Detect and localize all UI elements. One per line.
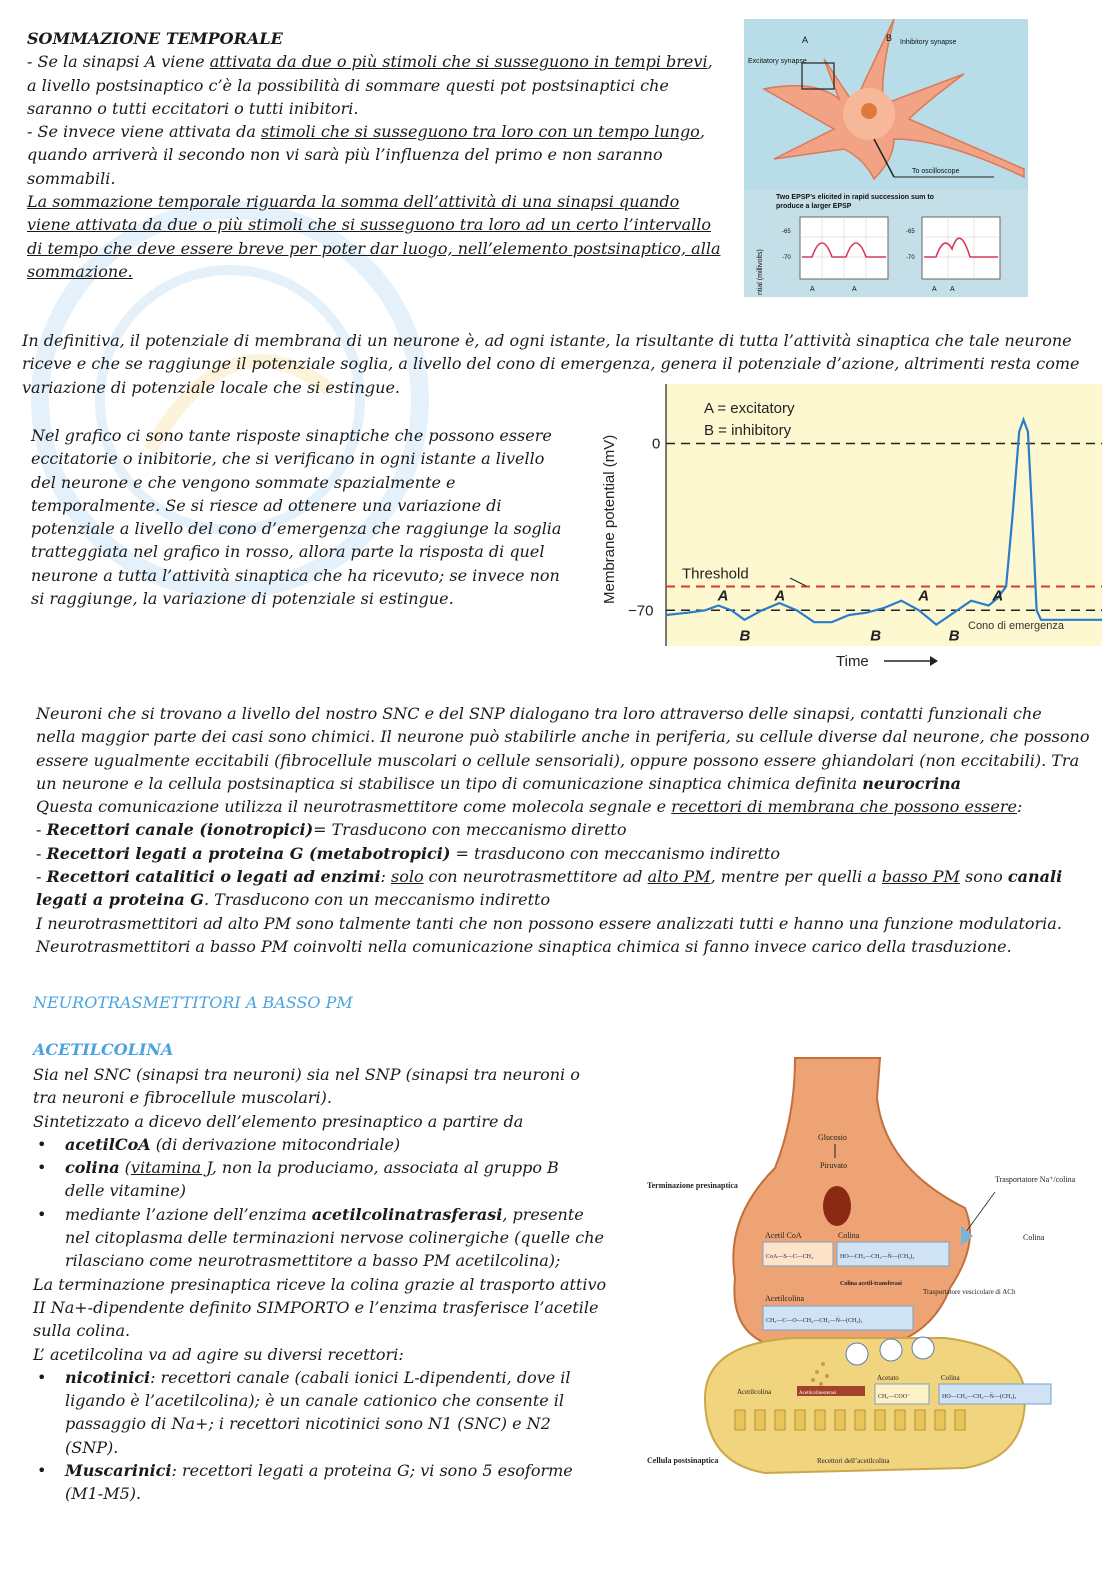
y-tick-minus70: −70	[628, 602, 654, 620]
epsp-panel-2	[922, 217, 1000, 279]
text: sono	[959, 867, 1008, 887]
label-a: A	[802, 35, 809, 45]
precursor-list	[33, 1133, 613, 1273]
y-axis-label: ntial (millivolts)	[757, 249, 764, 295]
text-underlined: alto PM	[647, 867, 711, 887]
graph-explanation	[31, 424, 591, 610]
text-line: I neurotrasmettitori ad alto PM sono talmente tanti che non possono essere analizzati tutti e hanno una funzione modulatoria.	[36, 913, 1062, 933]
term: nicotinici	[65, 1367, 151, 1387]
acetilcolina-text	[33, 1063, 613, 1506]
text: con neurotrasmettitore ad	[423, 867, 648, 887]
formula-colina: HO—CH₂—CH₂—N̈—(CH₃)₃	[840, 1254, 915, 1260]
text-line: sommabili.	[27, 168, 116, 188]
text: -	[36, 820, 47, 840]
marker-excitatory: A	[774, 587, 786, 605]
text-line: La terminazione presinaptica riceve la colina grazie al trasporto attivo	[33, 1274, 607, 1294]
legend-inhibitory: B = inhibitory	[704, 422, 792, 439]
term: acetilcolinatrasferasi	[311, 1204, 503, 1224]
text-line: riceve e che se raggiunge il potenziale soglia, a livello del cono di emergenza, genera il potenziale d’azione, altrimenti resta come	[22, 354, 1080, 374]
formula-acetato: CH₃—COO⁻	[878, 1394, 911, 1400]
text: ,	[707, 52, 713, 72]
x-tick-a: A	[810, 286, 815, 293]
formula-acetilcolina: CH₃—C—O—CH₂—CH₂—N̈—(CH₃)₃	[766, 1318, 863, 1324]
term: acetilCoA	[65, 1134, 151, 1154]
oscilloscope-label: To oscilloscope	[912, 168, 960, 175]
marker-inhibitory: B	[739, 627, 751, 645]
text-line: L’ acetilcolina va ad agire su diversi recettori:	[33, 1344, 404, 1364]
text-line: sulla colina.	[33, 1321, 131, 1341]
text: = trasducono con meccanismo indiretto	[450, 843, 780, 863]
legend-excitatory: A = excitatory	[704, 400, 795, 417]
caption-line: produce a larger EPSP	[776, 203, 852, 210]
term: Recettori legati a proteina G (metabotropici)	[46, 843, 451, 863]
label-acetato: Acetato	[877, 1374, 899, 1382]
list-item	[33, 1366, 613, 1459]
text-line: In definitiva, il potenziale di membrana di un neurone è, ad ogni istante, la risultante di tutta l’attività sinaptica che tale neurone	[22, 331, 1072, 350]
text-line: temporalmente. Se si riesce ad ottenere una variazione di	[31, 495, 502, 515]
label-transporter-na: Trasportatore Na⁺/colina	[995, 1175, 1076, 1184]
tick-label: -70	[906, 255, 915, 261]
heading-acetilcolina: ACETILCOLINA	[33, 1040, 174, 1059]
list-item	[33, 1133, 613, 1156]
text-line: potenziale a livello del cono d’emergenza che raggiunge la soglia	[31, 519, 562, 539]
label-acetilcolina-cleft: Acetilcolina	[737, 1388, 772, 1396]
text: ,	[699, 122, 705, 142]
marker-inhibitory: B	[870, 627, 882, 645]
text: = Trasducono con meccanismo diretto	[313, 820, 627, 840]
label-colina-cleft: Colina	[941, 1374, 960, 1382]
y-axis-label: Membrane potential (mV)	[601, 434, 618, 604]
label-piruvato: Piruvato	[820, 1161, 848, 1170]
section-sommazione	[27, 27, 727, 283]
text-underlined: solo	[391, 867, 424, 887]
text: , presente nel citoplasma delle terminazioni nervose colinergiche (quelle che rilasciano come neurotrasmettitore a basso PM acetilcolina);	[65, 1204, 604, 1271]
threshold-label: Threshold	[682, 565, 749, 583]
label-vesic: Trasportatore vescicolare di ACh	[923, 1288, 1016, 1296]
term: Recettori catalitici o legati ad enzimi	[46, 867, 381, 887]
label-acetilcoa: Acetil CoA	[765, 1231, 802, 1240]
label-receptors: Recettori dell’acetilcolina	[817, 1457, 890, 1465]
term: legati a proteina G	[36, 890, 204, 910]
text-line: variazione di potenziale locale che si estingue.	[22, 377, 400, 397]
formula-colina-cleft: HO—CH₂—CH₂—N̈—(CH₃)₃	[942, 1394, 1017, 1400]
text-line: neurone a tutta l’attività sinaptica che ha ricevuto; se invece non	[31, 565, 560, 585]
text-line: Neuroni che si trovano a livello del nostro SNC e del SNP dialogano tra loro attraverso delle sinapsi, contatti funzionali che	[36, 704, 1042, 723]
text: (di derivazione mitocondriale)	[150, 1134, 401, 1154]
membrane-potential-chart	[596, 384, 1102, 670]
text-line: quando arriverà il secondo non vi sarà più l’influenza del primo e non saranno	[27, 145, 663, 165]
label-glucosio: Glucosio	[818, 1133, 847, 1142]
marker-excitatory: A	[717, 587, 729, 605]
marker-inhibitory: B	[948, 627, 960, 645]
excitatory-label: Excitatory synapse	[748, 58, 807, 65]
text: . Trasducono con un meccanismo indiretto	[203, 890, 551, 910]
term: colina	[65, 1158, 120, 1178]
text-line: Sintetizzato a dicevo dell’elemento presinaptico a partire da	[33, 1111, 524, 1131]
text-line: tra neuroni e fibrocellule muscolari).	[33, 1088, 332, 1108]
label-acetilcolina: Acetilcolina	[765, 1294, 805, 1303]
text: : recettori legati a proteina G; vi sono 5 esoforme (M1-M5).	[65, 1461, 573, 1504]
neuron-epsp-figure	[744, 19, 1028, 297]
text-underlined: basso PM	[881, 867, 960, 887]
y-tick-0: 0	[652, 435, 661, 453]
label-b: B	[886, 33, 893, 43]
text-line: a livello postsinaptico c’è la possibilità di sommare questi pot postsinaptici che	[27, 75, 669, 95]
label-colina-out: Colina	[1023, 1233, 1045, 1242]
list-item	[33, 1203, 613, 1273]
tick-label: -65	[782, 229, 791, 235]
text-underlined: attivata da due o più stimoli che si susseguono in tempi brevi	[209, 52, 708, 72]
term: canali	[1007, 867, 1063, 887]
caption-line: Two EPSP’s elicited in rapid succession sum to	[776, 194, 934, 201]
section-title: SOMMAZIONE TEMPORALE	[27, 29, 283, 48]
label-postsyn: Cellula postsinaptica	[647, 1456, 719, 1465]
annotation-cono: Cono di emergenza	[968, 620, 1065, 632]
text-line: nella maggior parte dei casi sono chimici. Il neurone può stabilirle anche in periferia, su cellule diverse dal neurone, che possono	[36, 727, 1090, 747]
definition-line: di tempo che deve essere breve per poter dar luogo, nell’elemento postsinaptico, alla	[27, 238, 721, 258]
text: un neurone e la cellula postsinaptica si stabilisce un tipo di comunicazione sinaptica chimica definita	[36, 773, 863, 793]
x-tick-a: A	[932, 286, 937, 293]
term: Recettori canale (ionotropici)	[46, 820, 314, 840]
receptor-list	[33, 1366, 613, 1506]
heading-neurotrasmettitori: NEUROTRASMETTITORI A BASSO PM	[33, 993, 353, 1012]
definition-line: sommazione.	[27, 261, 133, 281]
definition-line: La sommazione temporale riguarda la somma dell’attività di una sinapsi quando	[27, 192, 680, 212]
label-presyn: Terminazione presinaptica	[647, 1181, 738, 1190]
text-underlined: recettori di membrana che possono essere	[671, 797, 1017, 817]
text: -	[36, 843, 47, 863]
text: :	[380, 867, 391, 887]
label-acetylcholinesterase: Acetilcolinesterasi	[799, 1391, 837, 1396]
text-line: del neurone e che vengono sommate spazialmente e	[31, 472, 456, 492]
text-line: si raggiunge, la variazione di potenziale si estingue.	[31, 589, 454, 609]
tick-label: -65	[906, 229, 915, 235]
text: , mentre per quelli a	[710, 867, 882, 887]
formula-acetilcoa: CoA—S—C—CH₃	[766, 1254, 814, 1260]
marker-excitatory: A	[918, 587, 930, 605]
text: :	[1016, 797, 1023, 817]
text-line: saranno o tutti eccitatori o tutti inibitori.	[27, 98, 359, 118]
text-underlined: vitamina J	[130, 1158, 212, 1178]
text-underlined: stimoli che si susseguono tra loro con un tempo lungo	[260, 122, 700, 142]
text-line: Sia nel SNC (sinapsi tra neuroni) sia nel SNP (sinapsi tra neuroni o	[33, 1065, 580, 1084]
text: -	[36, 867, 47, 887]
nucleus	[861, 103, 877, 119]
text: (	[119, 1158, 131, 1178]
text: - Se la sinapsi A viene	[27, 52, 210, 72]
tick-label: -70	[782, 255, 791, 261]
text-line: eccitatorie o inibitorie, che si verificano in ogni istante a livello	[31, 449, 545, 469]
label-enzyme: Colina acetil-transferasi	[840, 1281, 902, 1287]
x-axis-label: Time	[836, 653, 869, 670]
text: mediante l’azione dell’enzima	[65, 1204, 312, 1224]
time-arrow-head	[930, 656, 938, 666]
marker-excitatory: A	[992, 587, 1004, 605]
x-tick-a: A	[950, 286, 955, 293]
text-line: essere ugualmente eccitabili (fibrocellule muscolari o cellule sensoriali), oppure possono essere ghiandolari (non eccitabili). Tra	[36, 750, 1080, 770]
inhibitory-label: Inhibitory synapse	[900, 39, 957, 46]
text: - Se invece viene attivata da	[27, 122, 261, 142]
text: : recettori canale (cabali ionici L-dipendenti, dove il ligando è l’acetilcolina); è un canale cationico che consente il passaggio di Na+; i recettori nicotinici sono N1 (SNC) e N2 (SNP).	[65, 1367, 571, 1457]
synapse-paragraph	[36, 702, 1106, 958]
label-colina: Colina	[838, 1231, 860, 1240]
text-line: Nel grafico ci sono tante risposte sinaptiche che possono essere	[31, 426, 552, 445]
text-line: tratteggiata nel grafico in rosso, allora parte la risposta di quel	[31, 542, 545, 562]
term: Muscarinici	[65, 1461, 172, 1481]
text: Questa comunicazione utilizza il neurotrasmettitore come molecola segnale e	[36, 797, 672, 817]
text-line: II Na+-dipendente definito SIMPORTO e l’enzima trasferisce l’acetile	[33, 1297, 599, 1317]
text: , non la produciamo, associata al gruppo B delle vitamine)	[65, 1158, 559, 1201]
x-tick-a: A	[852, 286, 857, 293]
term-neurocrina: neurocrina	[862, 773, 962, 793]
list-item	[33, 1459, 613, 1506]
definition-line: viene attivata da due o più stimoli che si susseguono tra loro ad un certo l’intervallo	[27, 215, 712, 235]
list-item	[33, 1156, 613, 1203]
cholinergic-synapse-figure	[645, 1058, 1076, 1483]
text-line: Neurotrasmettitori a basso PM coinvolti nella comunicazione sinaptica chimica si fanno invece carico della trasduzione.	[36, 936, 1012, 956]
mitochondrion	[823, 1186, 851, 1226]
